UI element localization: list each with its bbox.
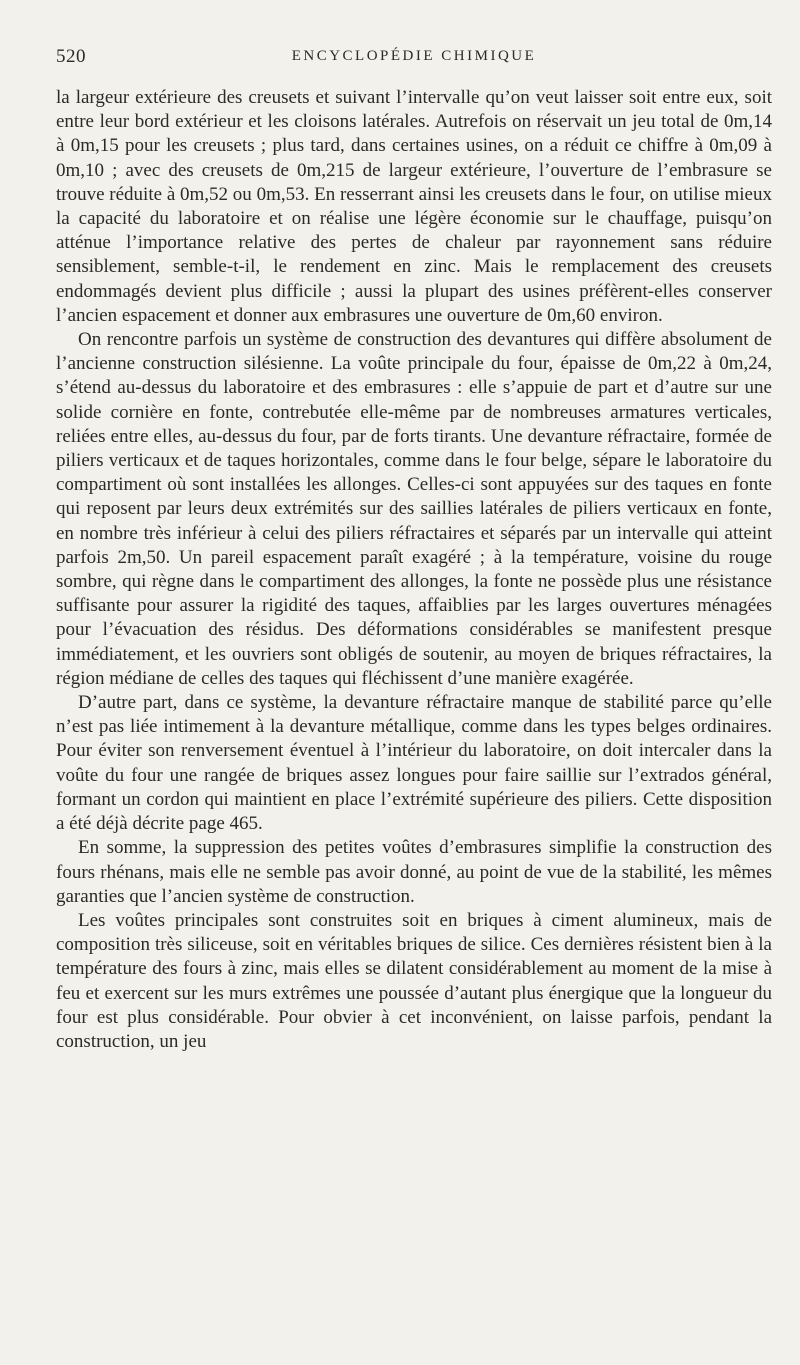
body-text [56, 86, 772, 1054]
paragraph-devantures: On rencontre parfois un système de construction des devantures qui diffère absolument de l’ancienne construction silésienne. La voûte principale du four, épaisse de 0m,22 à 0m,24, s’étend au-dessus du laboratoire et des embrasures : elle s’appuie de part et d’autre sur une solide cornière en fonte, contrebutée elle-même par de nombreuses armatures verticales, reliées entre elles, au-dessus du four, par de forts tirants. Une devanture réfractaire, formée de piliers verticaux et de taques horizontales, comme dans le four belge, sépare le laboratoire du compartiment où sont installées les allonges. Celles-ci sont appuyées sur des taques en fonte qui reposent par leurs deux extrémités sur des saillies latérales de piliers verticaux en fonte, en nombre très inférieur à celui des piliers réfractaires et séparés par un intervalle qui atteint parfois 2m,50. Un pareil espacement paraît exagéré ; à la température, voisine du rouge sombre, qui règne dans le compartiment des allonges, la fonte ne possède plus une résistance suffisante pour assurer la rigidité des taques, affaiblies par les larges ouvertures ménagées pour l’évacuation des résidus. Des déformations considérables se manifestent presque immédiatement, et les ouvriers sont obligés de soutenir, au moyen de briques réfractaires, la région médiane de celles des taques qui fléchissent d’une manière exagérée. [56, 329, 772, 689]
paragraph-voutes: Les voûtes principales sont construites soit en briques à ciment alumineux, mais de composition très siliceuse, soit en véritables briques de silice. Ces dernières résistent bien à la température des fours à zinc, mais elles se dilatent considérablement au moment de la mise à feu et exercent sur les murs extrêmes une poussée d’autant plus énergique que la longueur du four est plus considérable. Pour obvier à cet inconvénient, on laisse parfois, pendant la construction, un jeu [56, 909, 772, 1052]
page-number: 520 [56, 46, 86, 67]
running-title: ENCYCLOPÉDIE CHIMIQUE [291, 48, 537, 64]
paragraph-en-somme: En somme, la suppression des petites voûtes d’embrasures simplifie la construction des fours rhénans, mais elle ne semble pas avoir donné, au point de vue de la stabilité, les mêmes garanties que l’ancien système de construction. [56, 837, 772, 907]
paragraph-stabilite: D’autre part, dans ce système, la devanture réfractaire manque de stabilité parce qu’elle n’est pas liée intimement à la devanture métallique, comme dans les types belges ordinaires. Pour éviter son renversement éventuel à l’intérieur du laboratoire, on doit intercaler dans la voûte du four une rangée de briques assez longues pour faire saillie sur l’extrados général, formant un cordon qui maintient en place l’extrémité supérieure des piliers. Cette disposition a été déjà décrite page 465. [56, 692, 772, 835]
running-header [56, 42, 772, 72]
paragraph-continuation: la largeur extérieure des creusets et suivant l’intervalle qu’on veut laisser soit entre eux, soit entre leur bord extérieur et les cloisons latérales. Autrefois on réservait un jeu total de 0m,14 à 0m,15 pour les creusets ; plus tard, dans certaines usines, on a réduit ce chiffre à 0m,09 à 0m,10 ; avec des creusets de 0m,215 de largeur extérieure, l’ouverture de l’embrasure se trouve réduite à 0m,52 ou 0m,53. En resserrant ainsi les creusets dans le four, on utilise mieux la capacité du laboratoire et on réalise une légère économie sur le chauffage, puisqu’on atténue l’importance relative des pertes de chaleur par rayonnement sans réduire sensiblement, semble-t-il, le rendement en zinc. Mais le remplacement des creusets endommagés devient plus difficile ; aussi la plupart des usines préfèrent-elles conserver l’ancien espacement et donner aux embrasures une ouverture de 0m,60 environ. [56, 87, 772, 326]
